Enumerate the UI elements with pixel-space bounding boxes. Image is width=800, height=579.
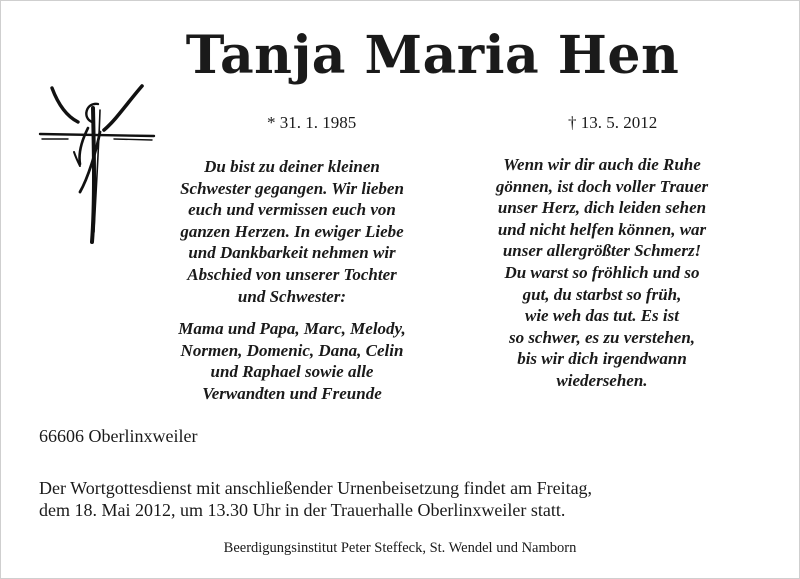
poem-line: wiedersehen. bbox=[556, 370, 648, 390]
poem-line: Du warst so fröhlich und so bbox=[504, 262, 700, 282]
poem-line: gut, du starbst so früh, bbox=[522, 284, 682, 304]
farewell-line: und Schwester: bbox=[237, 286, 347, 306]
birth-date: * 31. 1. 1985 bbox=[267, 113, 357, 132]
poem-line: unser Herz, dich leiden sehen bbox=[497, 198, 707, 218]
service-info bbox=[39, 477, 592, 521]
poem-line: unser allergrößter Schmerz! bbox=[502, 241, 702, 261]
service-line: Der Wortgottesdienst mit anschließender Urnenbeisetzung findet am Freitag, bbox=[39, 478, 593, 498]
poem-line: und nicht helfen können, war bbox=[497, 219, 707, 239]
poem-line: gönnen, ist doch voller Trauer bbox=[495, 176, 709, 196]
signer-line: Mama und Papa, Marc, Melody, bbox=[178, 319, 406, 339]
poem-line: wie weh das tut. Es ist bbox=[525, 306, 679, 326]
deceased-name: Tanja Maria Hen bbox=[185, 25, 680, 86]
location: 66606 Oberlinxweiler bbox=[39, 426, 198, 446]
poem-line: so schwer, es zu verstehen, bbox=[508, 327, 696, 347]
poem-line: bis wir dich irgendwann bbox=[517, 349, 687, 369]
farewell-line: ganzen Herzen. In ewiger Liebe bbox=[180, 221, 404, 241]
funeral-home: Beerdigungsinstitut Peter Steffeck, St. Wendel und Namborn bbox=[223, 540, 577, 556]
poem-text bbox=[462, 154, 742, 392]
service-line: dem 18. Mai 2012, um 13.30 Uhr in der Trauerhalle Oberlinxweiler statt. bbox=[39, 500, 566, 520]
cross-with-figure-icon bbox=[38, 82, 160, 244]
farewell-line: Schwester gegangen. Wir lieben bbox=[180, 178, 404, 198]
signer-line: Verwandten und Freunde bbox=[202, 383, 382, 403]
farewell-line: euch und vermissen euch von bbox=[188, 200, 396, 220]
signer-line: und Raphael sowie alle bbox=[210, 362, 374, 382]
farewell-text bbox=[150, 156, 434, 405]
farewell-line: Du bist zu deiner kleinen bbox=[204, 157, 380, 176]
farewell-line: und Dankbarkeit nehmen wir bbox=[188, 243, 396, 263]
death-date: † 13. 5. 2012 bbox=[568, 113, 658, 132]
farewell-line: Abschied von unserer Tochter bbox=[187, 264, 397, 284]
signer-line: Normen, Domenic, Dana, Celin bbox=[180, 340, 404, 360]
poem-line: Wenn wir dir auch die Ruhe bbox=[503, 155, 701, 174]
